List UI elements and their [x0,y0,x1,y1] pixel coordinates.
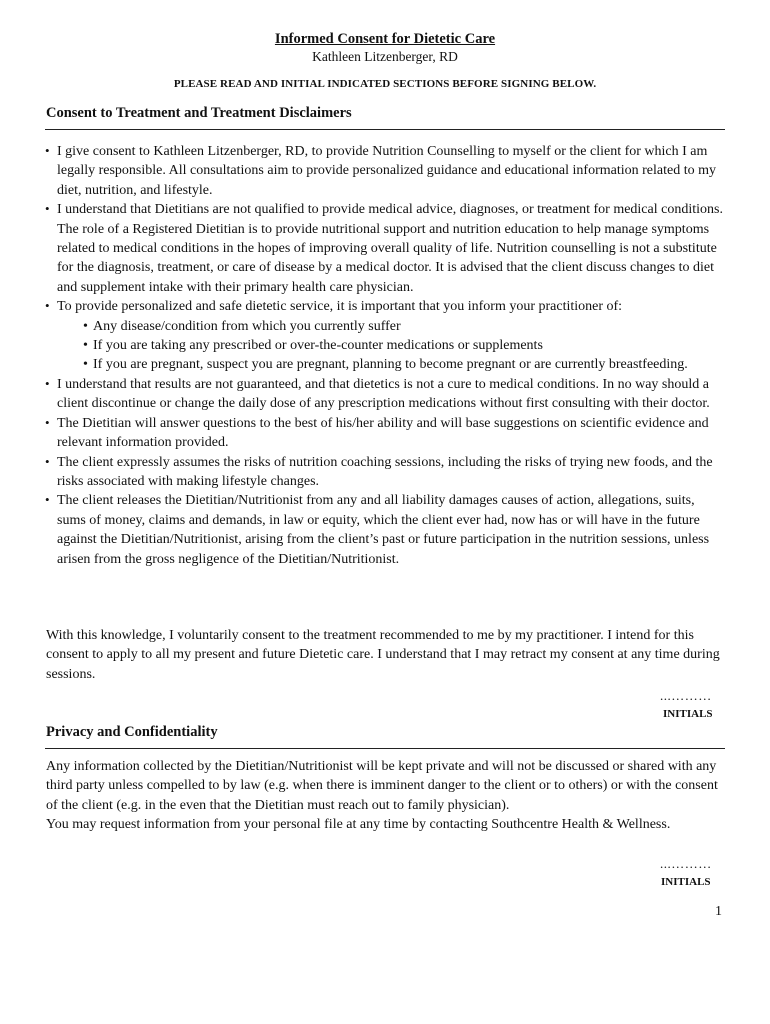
bullet-icon: • [83,338,88,354]
bullet-icon: • [45,143,50,158]
privacy-section-heading: Privacy and Confidentiality [46,724,218,740]
bullet-text: To provide personalized and safe dietetic service, it is important that you inform your practitioner of: [57,299,623,315]
instruction-notice: PLEASE READ AND INITIAL INDICATED SECTIONS BEFORE SIGNING BELOW. [173,78,597,90]
initials-field[interactable]: ...……… [660,688,712,703]
list-item [46,414,726,453]
bullet-text: The client expressly assumes the risks of nutrition coaching sessions, including the risks of trying new foods, and the risks associated with making lifestyle changes. [57,454,713,489]
sub-bullet-text: If you are taking any prescribed or over-the-counter medications or supplements [93,338,543,354]
bullet-text: The client releases the Dietitian/Nutritionist from any and all liability damages causes of action, allegations, suits, sums of money, claims and demands, in law or equity, which the client ever had, now has or will have in the future against the Dietitian/Nutritionist, arising from the client’s past or future participation in the nutrition sessions, unless arisen from the gross negligence of the Dietitian/Nutritionist. [57,493,710,567]
list-item [46,200,726,297]
list-item [46,375,726,414]
sub-bullet-text: If you are pregnant, suspect you are pregnant, planning to become pregnant or are currently breastfeeding. [93,357,688,373]
bullet-icon: • [45,453,50,469]
list-item [83,355,726,374]
bullet-text: I give consent to Kathleen Litzenberger, RD, to provide Nutrition Counselling to myself or the client for which I am legally responsible. All consultations aim to provide personalized guidance and educational information related to my diet, nutrition, and lifestyle. [57,144,716,198]
consent-bullet-list [46,142,726,569]
consent-closing-paragraph: With this knowledge, I voluntarily consent to the treatment recommended to me by my practitioner. I intend for this consent to apply to all my present and future Dietetic care. I understand that I may retract my consent at any time during sessions. [46,628,720,682]
list-item [83,336,726,355]
section-divider [45,748,725,749]
privacy-paragraph: Any information collected by the Dietitian/Nutritionist will be kept private and will not be discussed or shared with any third party unless compelled to by law (e.g. when there is imminent danger to the client or to others) or with the consent of the client (e.g. in the even that the Dietitian must reach out to family physician). [46,759,718,813]
bullet-icon: • [45,201,50,217]
author-name: Kathleen Litzenberger, RD [312,49,458,64]
sub-bullet-text: Any disease/condition from which you currently suffer [93,318,401,334]
list-item [46,491,726,569]
inform-practitioner-list [57,317,726,375]
bullet-icon: • [83,318,88,334]
bullet-icon: • [45,492,50,508]
bullet-icon: • [45,414,50,430]
consent-section-heading: Consent to Treatment and Treatment Disclaimers [46,105,352,121]
bullet-text: The Dietitian will answer questions to the best of his/her ability and will base suggestions on scientific evidence and relevant information provided. [57,415,709,451]
bullet-icon: • [45,375,50,391]
initials-field[interactable]: ...……… [660,856,712,871]
initials-label: INITIALS [661,876,711,888]
bullet-text: I understand that results are not guaranteed, and that dietetics is not a cure to medical conditions. In no way should a client discontinue or change the daily dose of any prescription medications without first consulting with their doctor. [57,376,710,412]
bullet-icon: • [83,357,88,373]
list-item [46,453,726,492]
initials-label: INITIALS [663,708,713,720]
privacy-request-paragraph: You may request information from your personal file at any time by contacting Southcentre Health & Wellness. [46,817,671,832]
section-divider [45,129,725,130]
bullet-text: I understand that Dietitians are not qualified to provide medical advice, diagnoses, or treatment for medical conditions. The role of a Registered Dietitian is to provide nutritional support and nutrition education to help manage symptoms related to medical conditions in the hopes of improving overall quality of life. Nutrition counselling is not a substitute for the diagnosis, treatment, or care of disease by a medical doctor. It is advised that the client discuss changes to diet and supplement intake with their primary health care physician. [57,202,723,295]
page-number: 1 [715,904,722,919]
list-item [46,297,726,375]
document-title: Informed Consent for Dietetic Care [274,31,496,47]
bullet-icon: • [45,298,50,314]
list-item [83,317,726,336]
list-item [46,142,726,200]
